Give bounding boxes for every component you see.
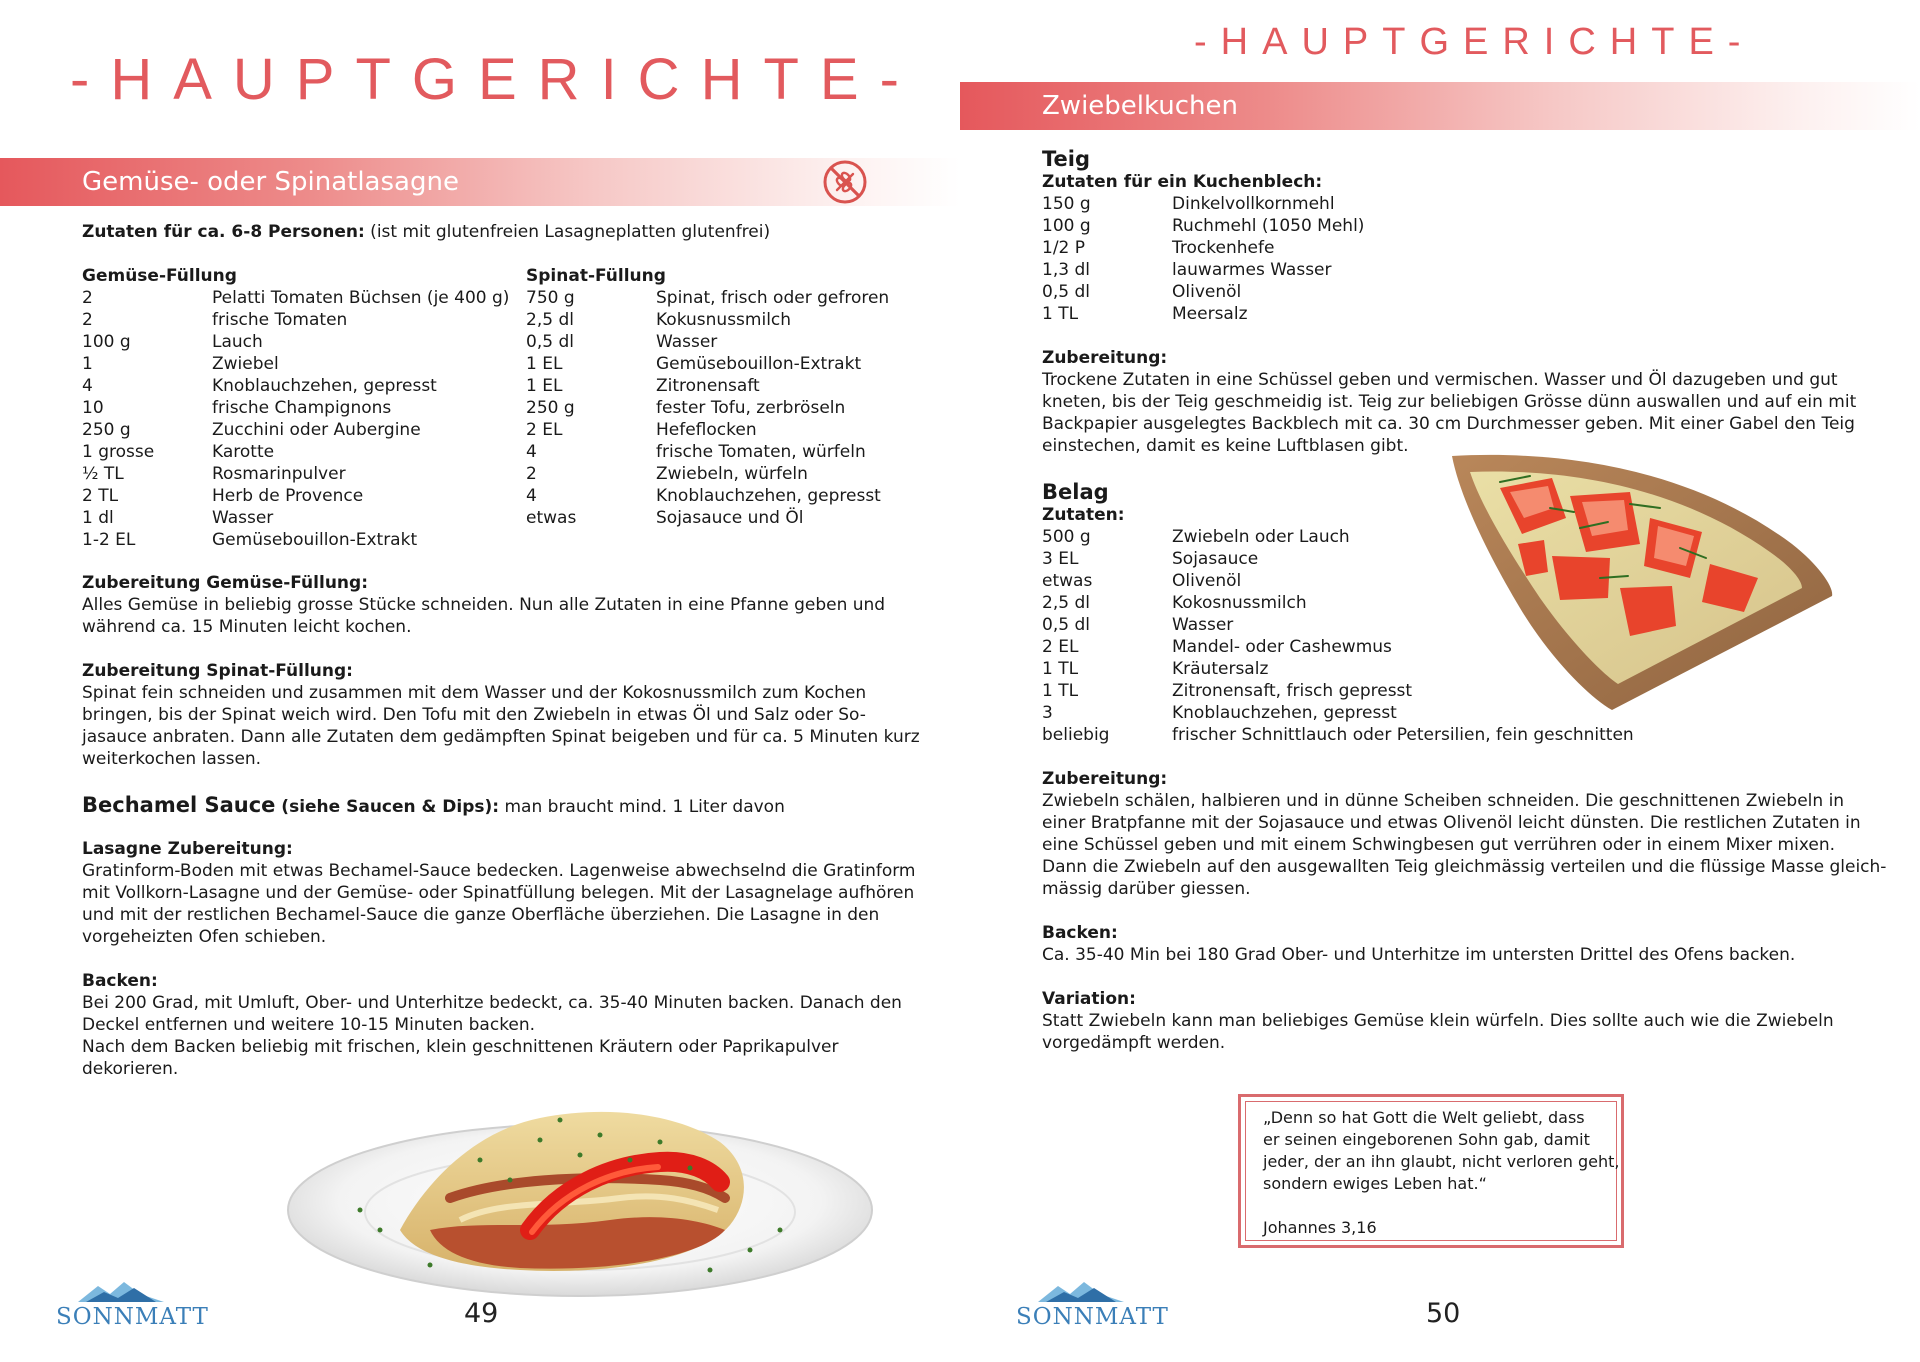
bechamel-ref: (siehe Saucen & Dips): bbox=[275, 797, 500, 817]
ingredient-name: Olivenöl bbox=[1172, 282, 1242, 302]
ingredient-row bbox=[526, 397, 926, 419]
backen-heading: Backen: bbox=[1042, 923, 1118, 943]
ingredient-row bbox=[82, 485, 512, 507]
ingredient-row bbox=[1042, 658, 1662, 680]
quote-reference: Johannes 3,16 bbox=[1263, 1218, 1377, 1237]
teig-ingredients bbox=[1042, 193, 1442, 325]
ingredient-name: Rosmarinpulver bbox=[212, 464, 346, 484]
ingredient-name: lauwarmes Wasser bbox=[1172, 260, 1332, 280]
ingredient-row bbox=[1042, 237, 1442, 259]
ingredient-row bbox=[1042, 724, 1662, 746]
text-line: während ca. 15 Minuten leicht kochen. bbox=[82, 617, 412, 637]
ingredient-quantity: 250 g bbox=[526, 398, 575, 418]
text-line: kneten, bis der Teig geschmeidig ist. Teig zur beliebigen Grösse dünn auswallen und auf ein mit bbox=[1042, 392, 1857, 412]
text-line: sondern ewiges Leben hat.“ bbox=[1263, 1174, 1487, 1193]
ingredient-row bbox=[1042, 680, 1662, 702]
ingredient-quantity: 1 bbox=[82, 354, 93, 374]
text-line: vorgedämpft werden. bbox=[1042, 1033, 1226, 1053]
text-line: Dann die Zwiebeln auf den ausgewallten Teig gleichmässig verteilen und die flüssige Masse gleich- bbox=[1042, 857, 1887, 877]
ingredient-quantity: 1/2 P bbox=[1042, 238, 1086, 258]
ingredient-name: Zwiebeln oder Lauch bbox=[1172, 527, 1350, 547]
ingredient-quantity: 250 g bbox=[82, 420, 131, 440]
ingredient-quantity: 100 g bbox=[1042, 216, 1091, 236]
text-line: Trockene Zutaten in eine Schüssel geben und vermischen. Wasser und Öl dazugeben und gut bbox=[1042, 370, 1838, 390]
ingredient-quantity: 0,5 dl bbox=[526, 332, 574, 352]
zub1-text bbox=[1042, 369, 1856, 457]
ingredient-quantity: 1 EL bbox=[526, 376, 563, 396]
variation-text bbox=[1042, 1010, 1834, 1054]
ingredient-name: Sojasauce und Öl bbox=[656, 508, 804, 528]
recipe-title: Gemüse- oder Spinatlasagne bbox=[82, 167, 459, 197]
ingredient-name: Gemüsebouillon-Extrakt bbox=[656, 354, 862, 374]
recipe-title-band bbox=[0, 158, 960, 206]
mountain-logo-icon bbox=[78, 1280, 164, 1304]
ingredient-name: Zitronensaft, frisch gepresst bbox=[1172, 681, 1413, 701]
text-line: Bei 200 Grad, mit Umluft, Ober- und Unterhitze bedeckt, ca. 35-40 Minuten backen. Danach den bbox=[82, 993, 902, 1013]
ingredient-name: Sojasauce bbox=[1172, 549, 1259, 569]
ingredient-quantity: ½ TL bbox=[82, 464, 124, 484]
backen-text bbox=[82, 992, 902, 1080]
ingredient-row bbox=[82, 507, 512, 529]
ingredient-quantity: 3 bbox=[1042, 703, 1053, 723]
sonnmatt-logo bbox=[1016, 1280, 1169, 1340]
ingredient-quantity: 1 TL bbox=[1042, 659, 1079, 679]
belag-ingredients bbox=[1042, 526, 1662, 746]
ingredient-quantity: 100 g bbox=[82, 332, 131, 352]
text-line: vorgeheizten Ofen schieben. bbox=[82, 927, 327, 947]
teig-heading: Teig bbox=[1042, 147, 1091, 171]
page-number: 50 bbox=[1426, 1298, 1461, 1329]
ingredient-quantity: 2 EL bbox=[526, 420, 563, 440]
variation-heading: Variation: bbox=[1042, 989, 1136, 1009]
text-line: mit Vollkorn-Lasagne und der Gemüse- oder Spinatfüllung belegen. Mit der Lasagnelage aufhören bbox=[82, 883, 915, 903]
text-line: bringen, bis der Spinat weich wird. Den Tofu mit den Zwiebeln in etwas Öl und Salz oder So- bbox=[82, 705, 866, 725]
ingredient-row bbox=[526, 331, 926, 353]
page-number: 49 bbox=[464, 1298, 499, 1329]
mountain-logo-icon bbox=[1038, 1280, 1124, 1304]
ingredient-row bbox=[526, 419, 926, 441]
ingredient-quantity: 2 EL bbox=[1042, 637, 1079, 657]
ingredient-name: Zitronensaft bbox=[656, 376, 760, 396]
belag-heading: Belag bbox=[1042, 480, 1109, 504]
ingredient-quantity: 2 TL bbox=[82, 486, 119, 506]
ingredient-name: Dinkelvollkornmehl bbox=[1172, 194, 1335, 214]
text-line: Alles Gemüse in beliebig grosse Stücke schneiden. Nun alle Zutaten in eine Pfanne geben und bbox=[82, 595, 886, 615]
ingredient-quantity: 10 bbox=[82, 398, 104, 418]
ingredient-name: Knoblauchzehen, gepresst bbox=[1172, 703, 1397, 723]
spinat-heading: Spinat-Füllung bbox=[526, 266, 666, 286]
servings-label: Zutaten für ca. 6-8 Personen: bbox=[82, 222, 365, 242]
text-line: einstechen, damit es keine Luftblasen gibt. bbox=[1042, 436, 1409, 456]
bible-quote-box bbox=[1238, 1094, 1624, 1248]
logo-wordmark: SONNMATT bbox=[56, 1304, 209, 1330]
ingredient-name: Mandel- oder Cashewmus bbox=[1172, 637, 1392, 657]
ingredient-quantity: 1-2 EL bbox=[82, 530, 136, 550]
ingredient-quantity: 2,5 dl bbox=[526, 310, 574, 330]
ingredient-quantity: beliebig bbox=[1042, 725, 1110, 745]
ingredient-row bbox=[526, 485, 926, 507]
lasagne-text bbox=[82, 860, 916, 948]
section-header: -HAUPTGERICHTE- bbox=[70, 47, 920, 112]
ingredient-row bbox=[1042, 303, 1442, 325]
text-line: „Denn so hat Gott die Welt geliebt, dass bbox=[1263, 1108, 1585, 1127]
text-line: eine Schüssel geben und mit einem Schwingbesen gut verrühren oder in einem Mixer mixen. bbox=[1042, 835, 1836, 855]
ingredient-row bbox=[526, 463, 926, 485]
ingredient-name: fester Tofu, zerbröseln bbox=[656, 398, 846, 418]
ingredient-quantity: 500 g bbox=[1042, 527, 1091, 547]
lasagne-heading: Lasagne Zubereitung: bbox=[82, 839, 293, 859]
text-line: Spinat fein schneiden und zusammen mit dem Wasser und der Kokosnussmilch zum Kochen bbox=[82, 683, 867, 703]
ingredient-name: frische Tomaten, würfeln bbox=[656, 442, 866, 462]
ingredient-row bbox=[82, 529, 512, 551]
ingredient-quantity: 2 bbox=[82, 288, 93, 308]
ingredient-name: Wasser bbox=[1172, 615, 1234, 635]
ingredient-quantity: 3 EL bbox=[1042, 549, 1079, 569]
ingredient-name: Olivenöl bbox=[1172, 571, 1242, 591]
ingredient-name: Pelatti Tomaten Büchsen (je 400 g) bbox=[212, 288, 510, 308]
ingredient-row bbox=[82, 331, 512, 353]
ingredient-name: Hefeflocken bbox=[656, 420, 757, 440]
text-line: einer Bratpfanne mit der Sojasauce und etwas Olivenöl leicht dünsten. Die restlichen Zutaten in bbox=[1042, 813, 1861, 833]
ingredient-row bbox=[526, 441, 926, 463]
ingredient-name: Trockenhefe bbox=[1172, 238, 1275, 258]
zub-gemuese-heading: Zubereitung Gemüse-Füllung: bbox=[82, 573, 368, 593]
ingredient-name: Knoblauchzehen, gepresst bbox=[656, 486, 881, 506]
ingredient-quantity: 2 bbox=[82, 310, 93, 330]
ingredient-quantity: etwas bbox=[1042, 571, 1093, 591]
ingredient-quantity: 1 grosse bbox=[82, 442, 155, 462]
recipe-title: Zwiebelkuchen bbox=[1042, 91, 1239, 121]
ingredient-name: Lauch bbox=[212, 332, 263, 352]
ingredient-row bbox=[526, 309, 926, 331]
ingredient-row bbox=[82, 441, 512, 463]
ingredient-row bbox=[1042, 281, 1442, 303]
ingredient-name: Zwiebel bbox=[212, 354, 279, 374]
bechamel-line bbox=[82, 792, 785, 820]
text-line: jeder, der an ihn glaubt, nicht verloren geht, bbox=[1263, 1152, 1620, 1171]
ingredient-quantity: 0,5 dl bbox=[1042, 615, 1090, 635]
ingredient-row bbox=[1042, 548, 1662, 570]
text-line: Backpapier ausgelegtes Backblech mit ca. 30 cm Durchmesser geben. Mit einer Gabel den Teig bbox=[1042, 414, 1855, 434]
right-page bbox=[960, 0, 1920, 1362]
ingredient-name: Herb de Provence bbox=[212, 486, 364, 506]
ingredient-name: Knoblauchzehen, gepresst bbox=[212, 376, 437, 396]
zub2-heading: Zubereitung: bbox=[1042, 769, 1168, 789]
zub-spinat-text bbox=[82, 682, 920, 770]
ingredient-row bbox=[1042, 636, 1662, 658]
ingredient-name: Spinat, frisch oder gefroren bbox=[656, 288, 890, 308]
ingredient-row bbox=[1042, 702, 1662, 724]
text-line: dekorieren. bbox=[82, 1059, 179, 1079]
ingredient-quantity: 4 bbox=[82, 376, 93, 396]
ingredient-name: Gemüsebouillon-Extrakt bbox=[212, 530, 418, 550]
ingredient-quantity: 0,5 dl bbox=[1042, 282, 1090, 302]
ingredient-row bbox=[526, 287, 926, 309]
gemuese-heading: Gemüse-Füllung bbox=[82, 266, 237, 286]
ingredient-row bbox=[526, 507, 926, 529]
ingredient-name: frischer Schnittlauch oder Petersilien, fein geschnitten bbox=[1172, 725, 1634, 745]
no-wheat-icon bbox=[822, 159, 868, 205]
text-line: Deckel entfernen und weitere 10-15 Minuten backen. bbox=[82, 1015, 536, 1035]
text-line: Nach dem Backen beliebig mit frischen, klein geschnittenen Kräutern oder Paprikapulver bbox=[82, 1037, 839, 1057]
ingredient-quantity: 150 g bbox=[1042, 194, 1091, 214]
ingredient-name: Meersalz bbox=[1172, 304, 1248, 324]
ingredient-row bbox=[526, 375, 926, 397]
ingredient-row bbox=[1042, 592, 1662, 614]
sonnmatt-logo bbox=[56, 1280, 209, 1340]
bechamel-note: man braucht mind. 1 Liter davon bbox=[499, 797, 785, 817]
ingredient-name: Kokosnussmilch bbox=[1172, 593, 1307, 613]
ingredient-name: Zucchini oder Aubergine bbox=[212, 420, 421, 440]
section-header: -HAUPTGERICHTE- bbox=[1194, 21, 1755, 63]
ingredient-quantity: 2,5 dl bbox=[1042, 593, 1090, 613]
zub1-heading: Zubereitung: bbox=[1042, 348, 1168, 368]
text-line: Ca. 35-40 Min bei 180 Grad Ober- und Unterhitze im untersten Drittel des Ofens backen. bbox=[1042, 945, 1796, 965]
ingredient-row bbox=[82, 463, 512, 485]
ingredient-quantity: etwas bbox=[526, 508, 577, 528]
ingredient-name: frische Champignons bbox=[212, 398, 392, 418]
ingredient-row bbox=[1042, 570, 1662, 592]
ingredient-name: Zwiebeln, würfeln bbox=[656, 464, 808, 484]
text-line: jasauce anbraten. Dann alle Zutaten dem gedämpften Spinat beigeben und für ca. 5 Minuten kurz bbox=[82, 727, 920, 747]
backen-text bbox=[1042, 944, 1795, 966]
ingredient-quantity: 4 bbox=[526, 486, 537, 506]
ingredient-quantity: 1 EL bbox=[526, 354, 563, 374]
gemuese-ingredients bbox=[82, 287, 512, 551]
belag-subheading: Zutaten: bbox=[1042, 505, 1125, 525]
quote-text bbox=[1263, 1107, 1620, 1195]
lasagne-photo bbox=[280, 1080, 880, 1300]
ingredient-quantity: 1 dl bbox=[82, 508, 114, 528]
logo-wordmark: SONNMATT bbox=[1016, 1304, 1169, 1330]
ingredient-quantity: 4 bbox=[526, 442, 537, 462]
ingredient-name: Kokusnussmilch bbox=[656, 310, 792, 330]
zub-spinat-heading: Zubereitung Spinat-Füllung: bbox=[82, 661, 353, 681]
ingredient-row bbox=[526, 353, 926, 375]
ingredient-quantity: 2 bbox=[526, 464, 537, 484]
ingredient-row bbox=[82, 375, 512, 397]
ingredient-name: Kräutersalz bbox=[1172, 659, 1269, 679]
ingredient-row bbox=[1042, 193, 1442, 215]
ingredient-name: frische Tomaten bbox=[212, 310, 348, 330]
ingredient-row bbox=[82, 287, 512, 309]
spinat-ingredients bbox=[526, 287, 926, 529]
zub2-text bbox=[1042, 790, 1886, 900]
ingredient-quantity: 1,3 dl bbox=[1042, 260, 1090, 280]
ingredient-row bbox=[1042, 614, 1662, 636]
ingredient-name: Wasser bbox=[212, 508, 274, 528]
text-line: Gratinform-Boden mit etwas Bechamel-Sauce bedecken. Lagenweise abwechselnd die Gratinform bbox=[82, 861, 916, 881]
backen-heading: Backen: bbox=[82, 971, 158, 991]
servings-line bbox=[82, 221, 770, 243]
ingredient-row bbox=[82, 309, 512, 331]
ingredient-name: Karotte bbox=[212, 442, 275, 462]
ingredient-quantity: 1 TL bbox=[1042, 304, 1079, 324]
teig-subheading: Zutaten für ein Kuchenblech: bbox=[1042, 172, 1323, 192]
ingredient-row bbox=[1042, 215, 1442, 237]
text-line: mässig darüber giessen. bbox=[1042, 879, 1251, 899]
ingredient-quantity: 750 g bbox=[526, 288, 575, 308]
servings-note: (ist mit glutenfreien Lasagneplatten glutenfrei) bbox=[364, 222, 771, 242]
recipe-title-band bbox=[960, 82, 1920, 130]
text-line: weiterkochen lassen. bbox=[82, 749, 262, 769]
ingredient-quantity: 1 TL bbox=[1042, 681, 1079, 701]
text-line: und mit der restlichen Bechamel-Sauce die ganze Oberfläche überziehen. Die Lasagne in den bbox=[82, 905, 880, 925]
zub-gemuese-text bbox=[82, 594, 885, 638]
ingredient-row bbox=[82, 353, 512, 375]
ingredient-row bbox=[1042, 259, 1442, 281]
ingredient-name: Wasser bbox=[656, 332, 718, 352]
text-line: Zwiebeln schälen, halbieren und in dünne Scheiben schneiden. Die geschnittenen Zwiebeln in bbox=[1042, 791, 1845, 811]
ingredient-row bbox=[82, 397, 512, 419]
text-line: Statt Zwiebeln kann man beliebiges Gemüse klein würfeln. Dies sollte auch wie die Zwiebeln bbox=[1042, 1011, 1834, 1031]
ingredient-row bbox=[1042, 526, 1662, 548]
ingredient-row bbox=[82, 419, 512, 441]
text-line: er seinen eingeborenen Sohn gab, damit bbox=[1263, 1130, 1590, 1149]
bechamel-title: Bechamel Sauce bbox=[82, 793, 276, 817]
ingredient-name: Ruchmehl (1050 Mehl) bbox=[1172, 216, 1365, 236]
